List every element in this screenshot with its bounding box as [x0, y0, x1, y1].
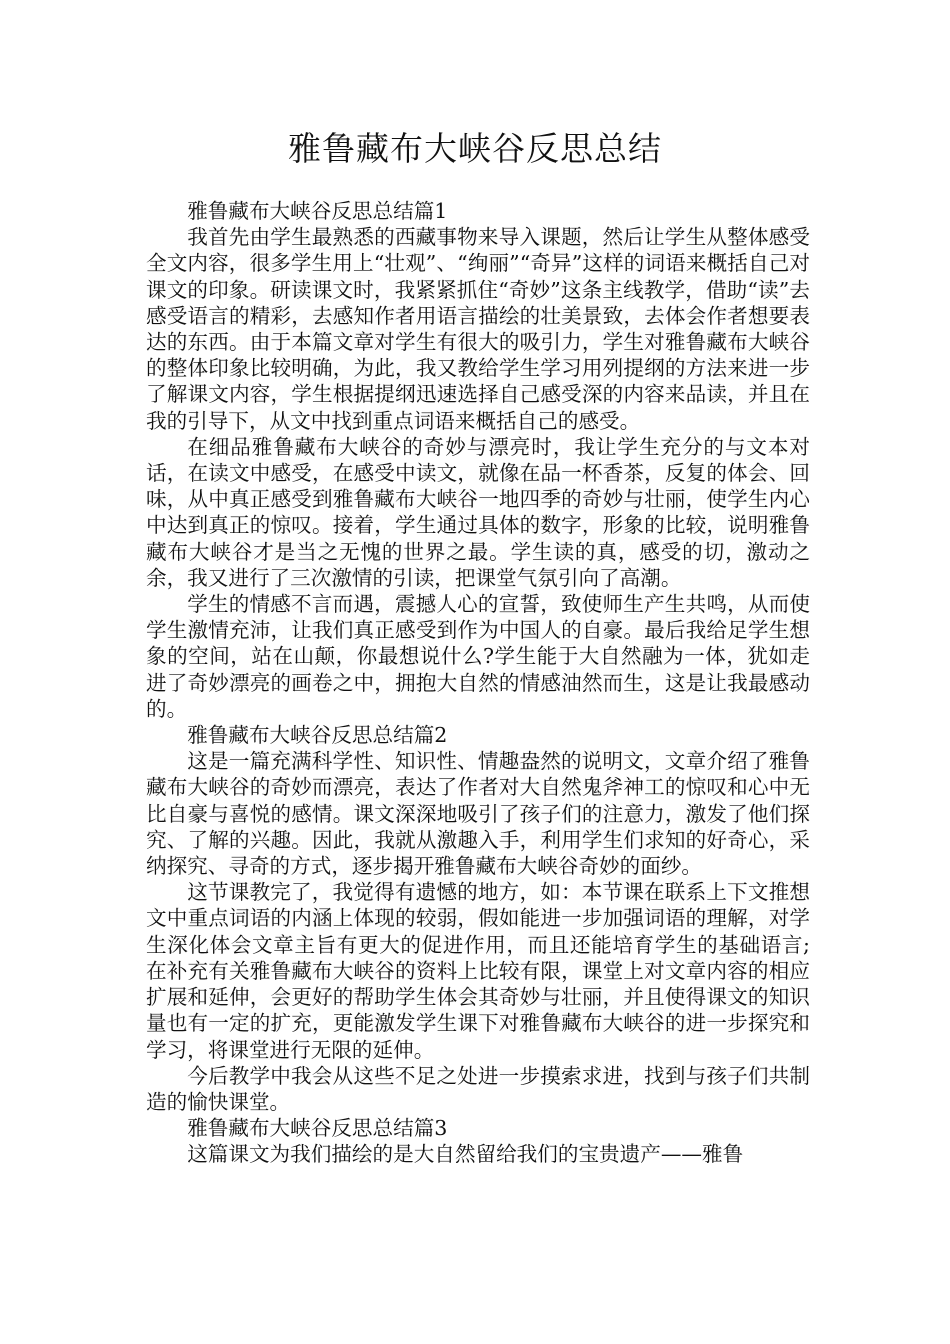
section-heading-1: 雅鲁藏布大峡谷反思总结篇1: [187, 199, 448, 223]
document-title: 雅鲁藏布大峡谷反思总结: [288, 129, 662, 168]
paragraph: 这是一篇充满科学性、知识性、情趣盎然的说明文，文章介绍了雅鲁藏布大峡谷的奇妙而漂亮，表达了作者对大自然鬼斧神工的惊叹和心中无比自豪与喜悦的感情。课文深深地吸引了孩子们的注意力，激发了他们探究、了解的兴趣。因此，我就从激趣入手，利用学生们求知的好奇心，采纳探究、寻奇的方式，逐步揭开雅鲁藏布大峡谷奇妙的面纱。: [146, 749, 810, 879]
paragraph: 在细品雅鲁藏布大峡谷的奇妙与漂亮时，我让学生充分的与文本对话，在读文中感受，在感受中读文，就像在品一杯香茶，反复的体会、回味，从中真正感受到雅鲁藏布大峡谷一地四季的奇妙与壮丽，使学生内心中达到真正的惊叹。接着，学生通过具体的数字，形象的比较，说明雅鲁藏布大峡谷才是当之无愧的世界之最。学生读的真，感受的切，激动之余，我又进行了三次激情的引读，把课堂气氛引向了高潮。: [146, 434, 810, 590]
section-heading-3: 雅鲁藏布大峡谷反思总结篇3: [187, 1116, 448, 1141]
paragraph: 这节课教完了，我觉得有遗憾的地方，如：本节课在联系上下文推想文中重点词语的内涵上体现的较弱，假如能进一步加强词语的理解，对学生深化体会文章主旨有更大的促进作用，而且还能培育学生的基础语言;在补充有关雅鲁藏布大峡谷的资料上比较有限，课堂上对文章内容的相应扩展和延伸，会更好的帮助学生体会其奇妙与壮丽，并且使得课文的知识量也有一定的扩充，更能激发学生课下对雅鲁藏布大峡谷的进一步探究和学习，将课堂进行无限的延伸。: [146, 880, 810, 1062]
paragraph: 今后教学中我会从这些不足之处进一步摸索求进，找到与孩子们共制造的愉快课堂。: [146, 1063, 810, 1114]
section-heading-2: 雅鲁藏布大峡谷反思总结篇2: [187, 723, 448, 748]
paragraph: 我首先由学生最熟悉的西藏事物来导入课题，然后让学生从整体感受全文内容，很多学生用上“壮观”、“绚丽”“奇异”这样的词语来概括自己对课文的印象。研读课文时，我紧紧抓住“奇妙”这条主线教学，借助“读”去感受语言的精彩，去感知作者用语言描绘的壮美景致，去体会作者想要表达的东西。由于本篇文章对学生有很大的吸引力，学生对雅鲁藏布大峡谷的整体印象比较明确，为此，我又教给学生学习用列提纲的方法来进一步了解课文内容，学生根据提纲迅速选择自己感受深的内容来品读，并且在我的引导下，从文中找到重点词语来概括自己的感受。: [146, 225, 810, 433]
document-body: [146, 198, 810, 1168]
paragraph: 学生的情感不言而遇，震撼人心的宣誓，致使师生产生共鸣，从而使学生激情充沛，让我们真正感受到作为中国人的自豪。最后我给足学生想象的空间，站在山颠，你最想说什么?学生能于大自然融为一体，犹如走进了奇妙漂亮的画卷之中，拥抱大自然的情感油然而生，这是让我最感动的。: [146, 592, 810, 721]
paragraph: 这篇课文为我们描绘的是大自然留给我们的宝贵遗产——雅鲁: [187, 1142, 744, 1167]
